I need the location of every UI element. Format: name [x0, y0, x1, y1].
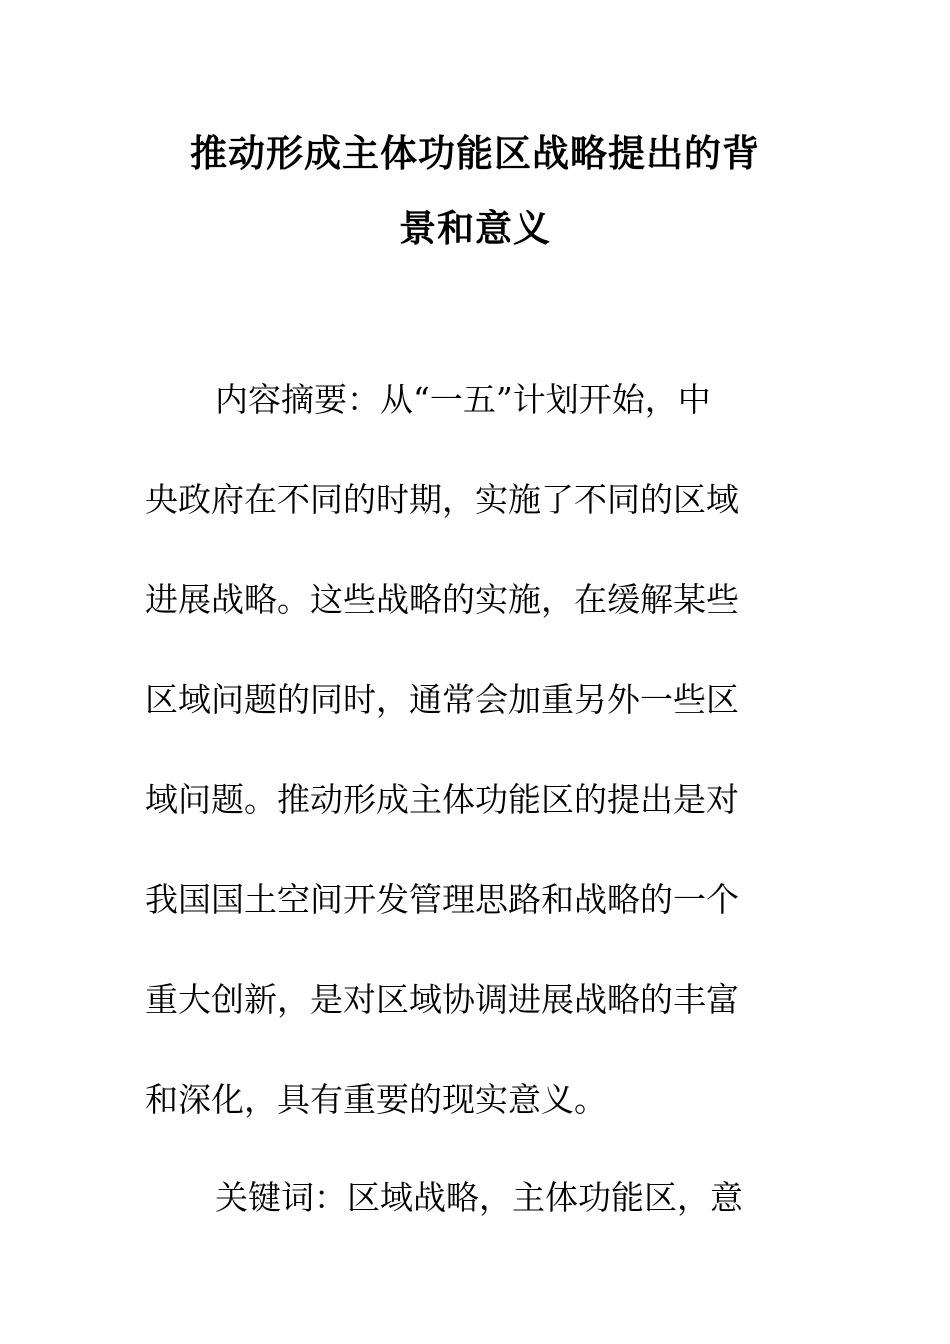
abstract-line: 和深化，具有重要的现实意义。 — [145, 1080, 607, 1119]
abstract-line: 央政府在不同的时期，实施了不同的区域 — [145, 480, 739, 519]
abstract-line: 重大创新，是对区域协调进展战略的丰富 — [145, 980, 739, 1019]
abstract-line: 域问题。推动形成主体功能区的提出是对 — [145, 780, 739, 819]
document-title-line-2: 景和意义 — [399, 206, 551, 250]
abstract-line: 内容摘要：从“一五”计划开始，中 — [215, 380, 711, 419]
abstract-line: 区域问题的同时，通常会加重另外一些区 — [145, 680, 739, 719]
abstract-line: 我国国土空间开发管理思路和战略的一个 — [145, 880, 739, 919]
abstract-line: 进展战略。这些战略的实施，在缓解某些 — [145, 580, 739, 619]
document-title-line-1: 推动形成主体功能区战略提出的背 — [190, 131, 760, 175]
keywords-line: 关键词：区域战略，主体功能区，意 — [215, 1178, 743, 1217]
